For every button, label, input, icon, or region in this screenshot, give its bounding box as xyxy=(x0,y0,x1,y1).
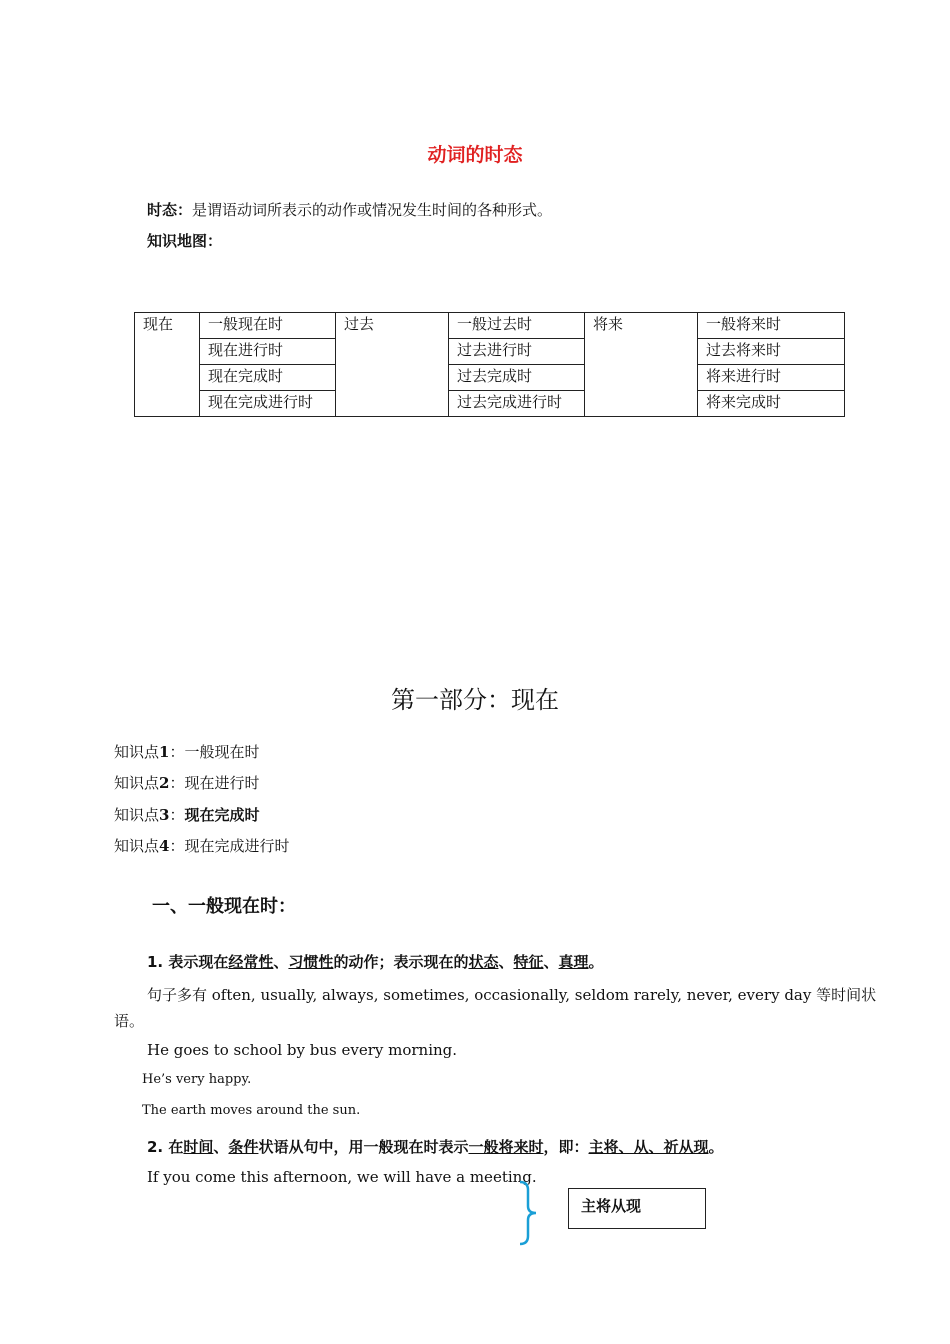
kp-prefix: 知识点 xyxy=(114,743,160,761)
rule-keyword: 习惯性 xyxy=(288,953,334,971)
example-sentence: He’s very happy. xyxy=(142,1072,252,1087)
kp-prefix: 知识点 xyxy=(114,774,160,792)
tense-cell: 过去将来时 xyxy=(698,339,845,365)
kp-num: 2 xyxy=(159,774,170,792)
kp-text: 现在完成时 xyxy=(184,806,260,824)
rule-keyword: 真理 xyxy=(558,953,589,971)
tense-cell: 现在进行时 xyxy=(200,339,336,365)
tense-cell: 现在完成时 xyxy=(200,365,336,391)
rule-keyword: 条件 xyxy=(228,1138,259,1156)
document-title: 动词的时态 xyxy=(427,144,523,166)
tense-cell: 一般过去时 xyxy=(449,313,585,339)
group-now: 现在 xyxy=(135,313,200,417)
example-sentence: He goes to school by bus every morning. xyxy=(147,1041,458,1059)
rule-num: 2. xyxy=(147,1138,164,1156)
rule-num: 1. xyxy=(147,953,164,971)
rule-1 xyxy=(147,951,604,972)
rule-text: 的动作；表示现在的 xyxy=(333,953,469,971)
rule-keyword: 经常性 xyxy=(228,953,274,971)
example-sentence: The earth moves around the sun. xyxy=(142,1103,361,1118)
summary-box: 主将从现 xyxy=(568,1188,706,1229)
kp-text: 一般现在时 xyxy=(184,743,260,761)
example-sentence: If you come this afternoon, we will have a meeting. xyxy=(147,1168,537,1186)
tense-table xyxy=(134,312,845,417)
kp-num: 1 xyxy=(159,743,170,761)
group-past: 过去 xyxy=(336,313,449,417)
table-row xyxy=(135,339,845,365)
knowledge-point: 知识点3：现在完成时 xyxy=(114,806,260,824)
tense-cell: 过去进行时 xyxy=(449,339,585,365)
knowledge-point: 知识点1：一般现在时 xyxy=(114,743,260,761)
section-heading: 一、一般现在时： xyxy=(152,896,296,917)
rule-text: 在 xyxy=(168,1138,184,1156)
tense-cell: 过去完成进行时 xyxy=(449,391,585,417)
definition-text: 是谓语动词所表示的动作或情况发生时间的各种形式。 xyxy=(192,201,553,219)
tense-cell: 将来进行时 xyxy=(698,365,845,391)
rule-text: 、 xyxy=(543,953,559,971)
knowledge-point: 知识点4：现在完成进行时 xyxy=(114,837,290,855)
rule-keyword: 特征 xyxy=(513,953,544,971)
definition-term: 时态： xyxy=(147,201,193,219)
rule-text: 状语从句中，用一般现在时表示 xyxy=(258,1138,469,1156)
rule-text: 、 xyxy=(273,953,289,971)
rule-keyword: 时间 xyxy=(183,1138,214,1156)
kp-num: 4 xyxy=(159,837,170,855)
kp-num: 3 xyxy=(159,806,170,824)
right-brace-icon xyxy=(516,1180,540,1246)
tense-cell: 一般现在时 xyxy=(200,313,336,339)
rule-keyword: 主将、从、祈从现 xyxy=(588,1138,709,1156)
definition-line xyxy=(147,199,552,220)
tense-cell: 一般将来时 xyxy=(698,313,845,339)
tense-cell: 将来完成时 xyxy=(698,391,845,417)
kp-prefix: 知识点 xyxy=(114,837,160,855)
table-row xyxy=(135,313,845,339)
table-row xyxy=(135,391,845,417)
part-title: 第一部分：现在 xyxy=(391,686,559,714)
rule-keyword: 一般将来时 xyxy=(468,1138,544,1156)
rule-text: 表示现在 xyxy=(168,953,229,971)
table-row xyxy=(135,365,845,391)
rule-1-note: 句子多有 often, usually, always, sometimes, occasionally, seldom rarely, never, every day 等时间状 xyxy=(147,986,877,1004)
knowledge-map-label: 知识地图： xyxy=(147,232,223,250)
rule-text: 。 xyxy=(708,1138,724,1156)
group-future: 将来 xyxy=(585,313,698,417)
kp-text: 现在进行时 xyxy=(184,774,260,792)
knowledge-point: 知识点2：现在进行时 xyxy=(114,774,260,792)
kp-prefix: 知识点 xyxy=(114,806,160,824)
kp-text: 现在完成进行时 xyxy=(184,837,290,855)
rule-text: 。 xyxy=(588,953,604,971)
rule-text: 、 xyxy=(213,1138,229,1156)
rule-text: ，即： xyxy=(543,1138,589,1156)
rule-text: 、 xyxy=(498,953,514,971)
rule-keyword: 状态 xyxy=(468,953,499,971)
rule-2 xyxy=(147,1136,724,1157)
tense-cell: 现在完成进行时 xyxy=(200,391,336,417)
rule-1-note-cont: 语。 xyxy=(114,1012,145,1030)
tense-cell: 过去完成时 xyxy=(449,365,585,391)
